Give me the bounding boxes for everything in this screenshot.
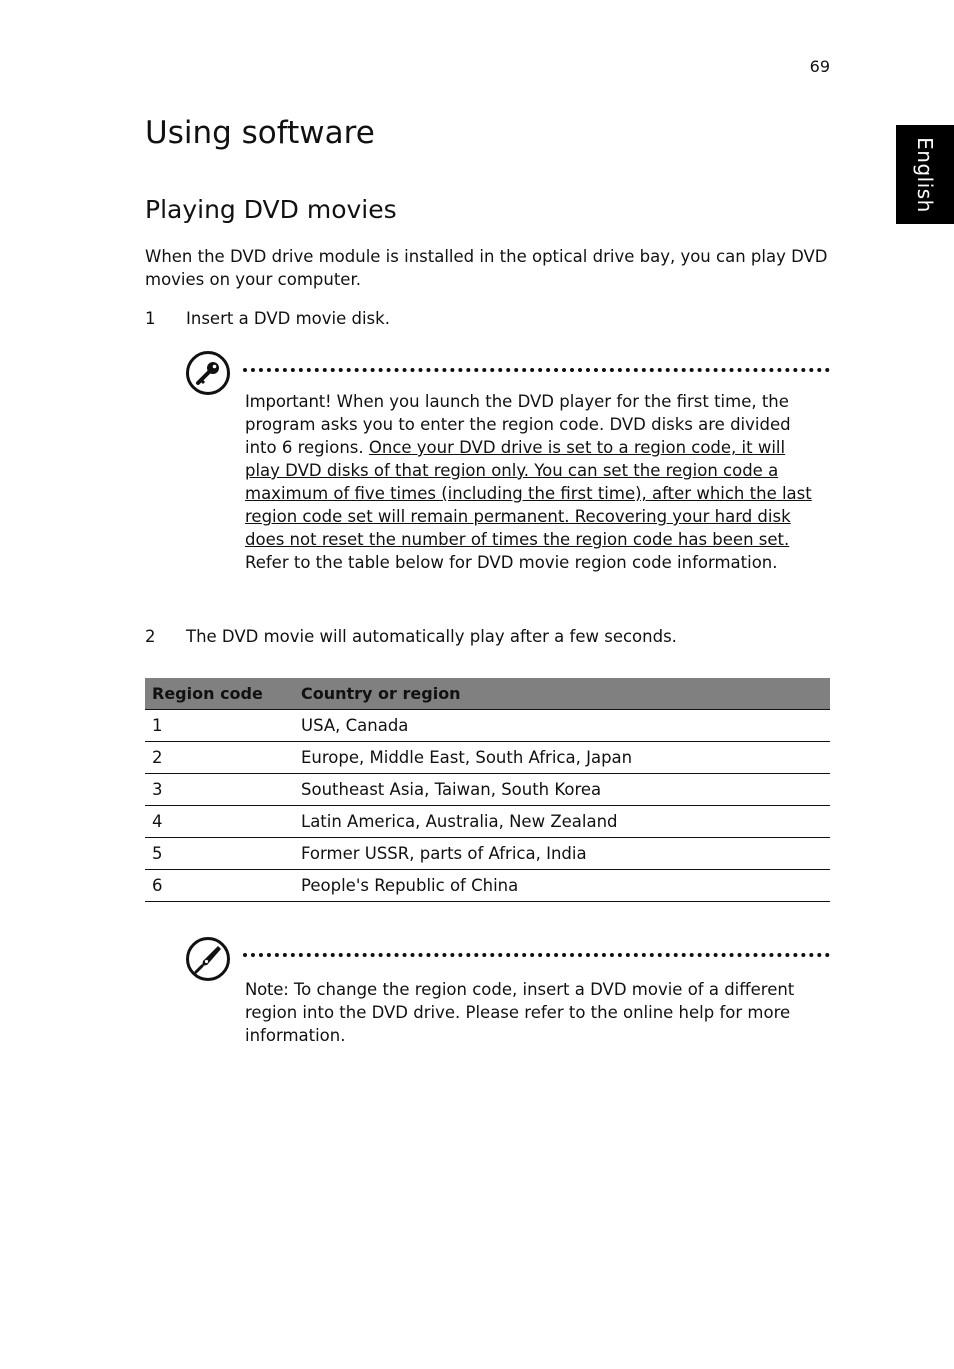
table-row [145, 838, 830, 870]
important-tail: Refer to the table below for DVD movie region code information. [245, 553, 778, 572]
intro-paragraph: When the DVD drive module is installed in the optical drive bay, you can play DVD movies on your computer. [145, 247, 828, 289]
language-tab [896, 125, 954, 224]
important-text [245, 390, 820, 574]
callout-divider [243, 953, 830, 957]
region-code-cell: 1 [145, 710, 294, 742]
region-code-cell: 2 [145, 742, 294, 774]
note-text [245, 978, 820, 1047]
callout-divider [243, 368, 830, 372]
important-body: When you launch the DVD player for the first time, the program asks you to enter the region code. DVD disks are divided into 6 regions. [245, 392, 791, 457]
table-row [145, 774, 830, 806]
table-row [145, 870, 830, 902]
important-lead: Important! [245, 392, 332, 411]
page-number: 69 [809, 57, 830, 76]
section-heading: Playing DVD movies [145, 195, 397, 224]
region-code-table [145, 678, 830, 902]
country-cell: USA, Canada [294, 710, 830, 742]
region-code-cell: 5 [145, 838, 294, 870]
pen-icon [185, 936, 231, 982]
region-code-cell: 3 [145, 774, 294, 806]
table-header-row [145, 678, 830, 710]
country-cell: Southeast Asia, Taiwan, South Korea [294, 774, 830, 806]
region-code-cell: 6 [145, 870, 294, 902]
key-icon [185, 350, 231, 396]
country-cell: Latin America, Australia, New Zealand [294, 806, 830, 838]
step-text: The DVD movie will automatically play after a few seconds. [186, 627, 677, 646]
important-underlined: Once your DVD drive is set to a region code, it will play DVD disks of that region only. You can set the region code a maximum of five times (including the first time), after which the last region code set will remain permanent. Recovering your hard disk does not reset the number of times the region code has been set. [245, 438, 812, 549]
step-number: 1 [145, 309, 156, 328]
language-tab-label: English [913, 136, 937, 213]
note-lead: Note: [245, 980, 289, 999]
country-cell: Europe, Middle East, South Africa, Japan [294, 742, 830, 774]
step-text: Insert a DVD movie disk. [186, 309, 390, 328]
table-row [145, 806, 830, 838]
note-body: To change the region code, insert a DVD movie of a different region into the DVD drive. Please refer to the online help for more information. [245, 980, 795, 1045]
table-row [145, 710, 830, 742]
table-row [145, 742, 830, 774]
page-title: Using software [145, 115, 375, 151]
column-header-country: Country or region [294, 678, 830, 710]
step-number: 2 [145, 627, 156, 646]
column-header-region-code: Region code [145, 678, 294, 710]
country-cell: People's Republic of China [294, 870, 830, 902]
region-code-cell: 4 [145, 806, 294, 838]
country-cell: Former USSR, parts of Africa, India [294, 838, 830, 870]
